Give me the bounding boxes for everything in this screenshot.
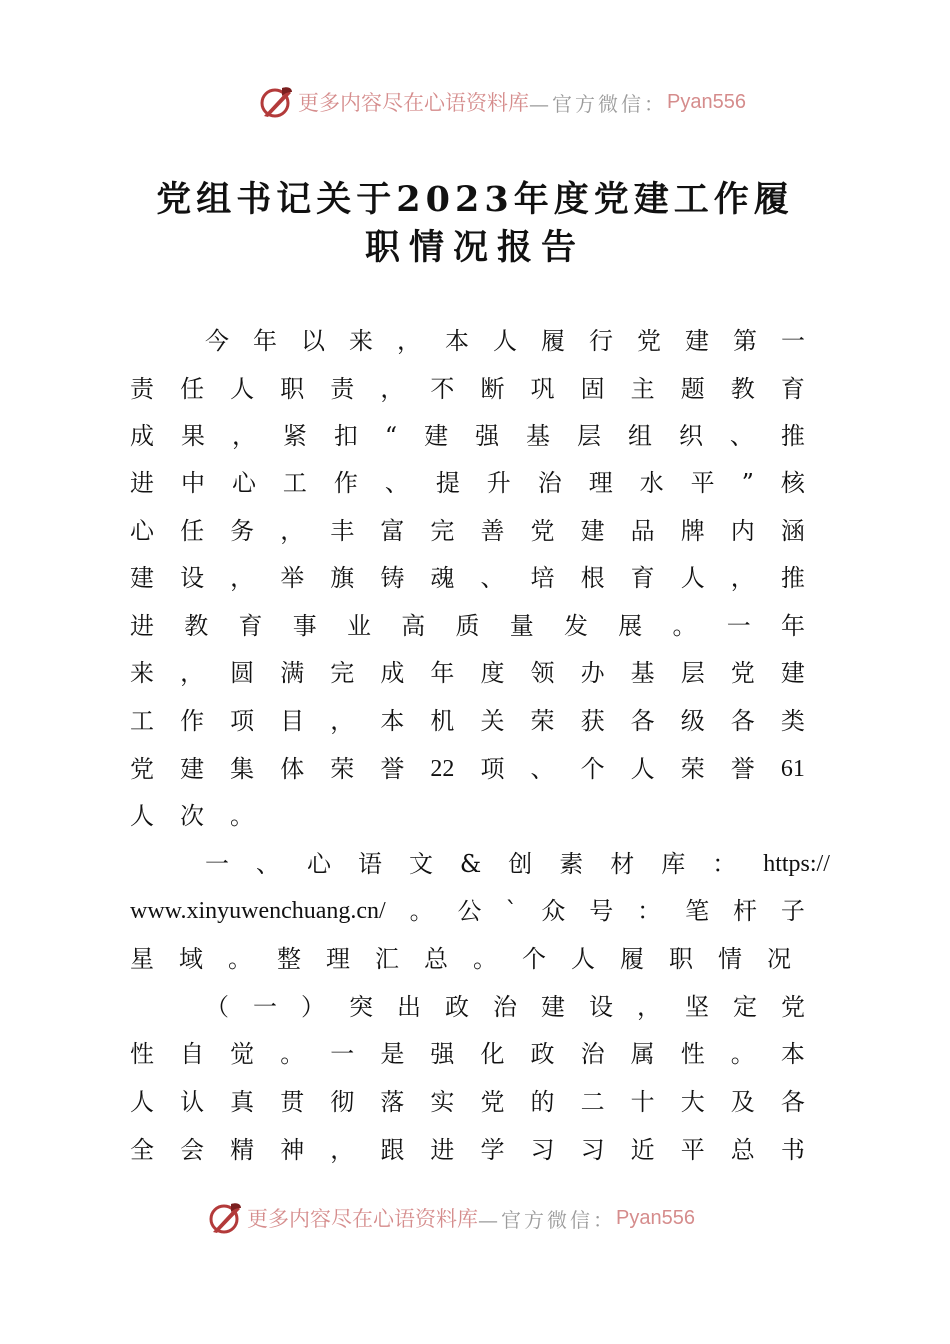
body-line: 建 设 ， 举 旗 铸 魂 、 培 根 育 人 ， 推 (130, 564, 805, 592)
watermark-banner-top (0, 84, 950, 124)
body-line: 进 中 心 工 作 、 提 升 治 理 水 平 ” 核 (130, 469, 805, 497)
body-line: 成 果 ， 紧 扣 “ 建 强 基 层 组 织 、 推 (130, 422, 805, 450)
quill-pen-icon (258, 84, 294, 120)
document-title-line-1: 党组书记关于2023年度党建工作履 (156, 179, 794, 220)
body-line: 性 自 觉 。 一 是 强 化 政 治 属 性 。 本 (130, 1040, 805, 1068)
quill-pen-icon (207, 1200, 243, 1236)
watermark-main-text: 更多内容尽在心语资料库 (247, 1207, 478, 1231)
watermark-wechat-id: Pyan556 (667, 90, 746, 113)
body-line: 一 、 心 语 文 & 创 素 材 库 ： https:// (205, 850, 830, 878)
body-line: 责 任 人 职 责 ， 不 断 巩 固 主 题 教 育 (130, 375, 805, 403)
body-line: 工 作 项 目 ， 本 机 关 荣 获 各 级 各 类 (130, 707, 805, 735)
body-line: 党 建 集 体 荣 誉 22 项 、 个 人 荣 誉 61 (130, 755, 805, 783)
body-line: 今 年 以 来 ， 本 人 履 行 党 建 第 一 (205, 327, 805, 355)
body-line: 星 域 。 整 理 汇 总 。 个 人 履 职 情 况 (130, 945, 791, 973)
body-line: 进 教 育 事 业 高 质 量 发 展 。 一 年 (130, 612, 805, 640)
watermark-banner-bottom (0, 1200, 950, 1240)
document-title-line-2: 职情况报告 (364, 227, 585, 268)
body-line: 心 任 务 ， 丰 富 完 善 党 建 品 牌 内 涵 (130, 517, 805, 545)
watermark-main-text: 更多内容尽在心语资料库 (298, 91, 529, 115)
body-line: 全 会 精 神 ， 跟 进 学 习 习 近 平 总 书 (130, 1136, 805, 1164)
body-line: 人 次 。 (130, 802, 254, 830)
body-line: （ 一 ） 突 出 政 治 建 设 ， 坚 定 党 (205, 993, 805, 1021)
body-line: www.xinyuwenchuang.cn/ 。 公 ` 众 号 ： 笔 杆 子 (130, 897, 805, 925)
watermark-mid-text: —官方微信： (478, 1207, 616, 1232)
watermark-wechat-id: Pyan556 (616, 1206, 695, 1229)
body-line: 来 ， 圆 满 完 成 年 度 领 办 基 层 党 建 (130, 659, 805, 687)
watermark-mid-text: —官方微信： (529, 91, 667, 116)
body-line: 人 认 真 贯 彻 落 实 党 的 二 十 大 及 各 (130, 1088, 805, 1116)
